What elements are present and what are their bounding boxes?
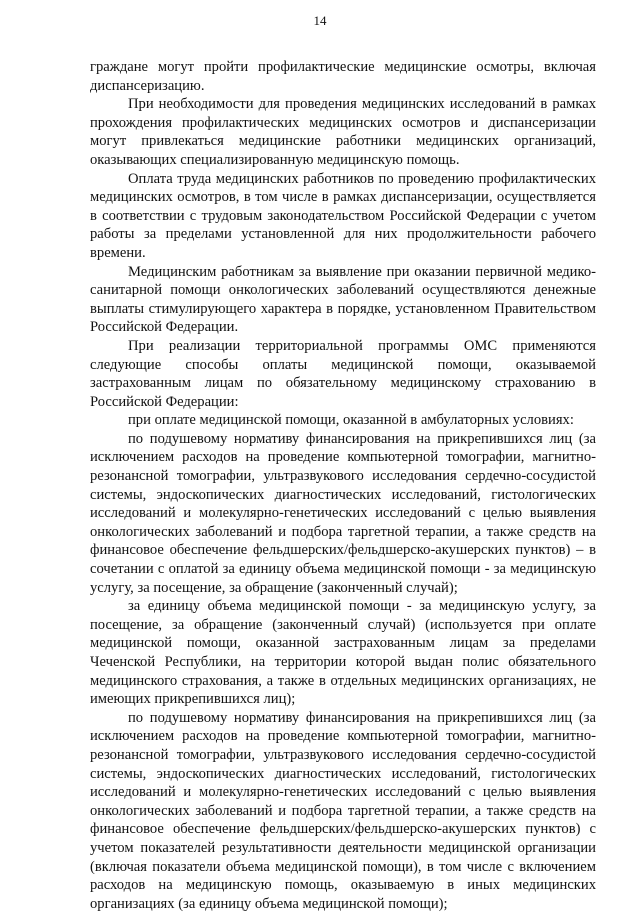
paragraph: по подушевому нормативу финансирования на прикрепившихся лиц (за исключением расходов на проведение компьютерной томографии, магнитно-резонансной томографии, ультразвукового исследования сердечно-сосудистой системы, эндоскопических диагностических исследований, гистологических исследований и молекулярно-генетических исследований с целью выявления онкологических заболеваний и подбора таргетной терапии, а также средств на финансовое обеспечение фельдшерских/фельдшерско-акушерских пунктов) – в сочетании с оплатой за единицу объема медицинской помощи - за медицинскую услугу, за посещение, за обращение (законченный случай);: [90, 430, 596, 596]
paragraph: по подушевому нормативу финансирования на прикрепившихся лиц (за исключением расходов на проведение компьютерной томографии, магнитно-резонансной томографии, ультразвукового исследования сердечно-сосудистой системы, эндоскопических диагностических исследований, гистологических исследований и молекулярно-генетических исследований с целью выявления онкологических заболеваний и подбора таргетной терапии, а также средств на финансовое обеспечение фельдшерских/фельдшерско-акушерских пунктов) с учетом показателей результативности деятельности медицинской организации (включая показатели объема медицинской помощи), в том числе с включением расходов на медицинскую помощь, оказываемую в иных медицинских организациях (за единицу объема медицинской помощи);: [90, 709, 596, 912]
paragraph: при оплате медицинской помощи, оказанной в амбулаторных условиях:: [128, 412, 574, 429]
paragraph: за единицу объема медицинской помощи - за медицинскую услугу, за посещение, за обращение (законченный случай) (используется при оплате медицинской помощи, оказанной застрахованным лицам за пределами Чеченской Республики, на территории которой выдан полис обязательного медицинского страхования, а также в отдельных медицинских организациях, не имеющих прикрепившихся лиц);: [90, 598, 596, 708]
document-body: [90, 58, 596, 913]
paragraph: При реализации территориальной программы ОМС применяются следующие способы оплаты медицинской помощи, оказываемой застрахованным лицам по обязательному медицинскому страхованию в Российской Федерации:: [90, 337, 596, 410]
page-number: 14: [313, 13, 327, 28]
paragraph: При необходимости для проведения медицинских исследований в рамках прохождения профилактических медицинских осмотров и диспансеризации могут привлекаться медицинские работники медицинских организаций, оказывающих специализированную медицинскую помощь.: [90, 96, 596, 168]
paragraph: Медицинским работникам за выявление при оказании первичной медико-санитарной помощи онкологических заболеваний осуществляются денежные выплаты стимулирующего характера в порядке, установленном Правительством Российской Федерации.: [90, 263, 596, 336]
paragraph: Оплата труда медицинских работников по проведению профилактических медицинских осмотров, в том числе в рамках диспансеризации, осуществляется в соответствии с трудовым законодательством Российской Федерации с учетом работы за пределами установленной для них продолжительности рабочего времени.: [90, 170, 596, 261]
paragraph: граждане могут пройти профилактические медицинские осмотры, включая диспансеризацию.: [90, 59, 596, 94]
